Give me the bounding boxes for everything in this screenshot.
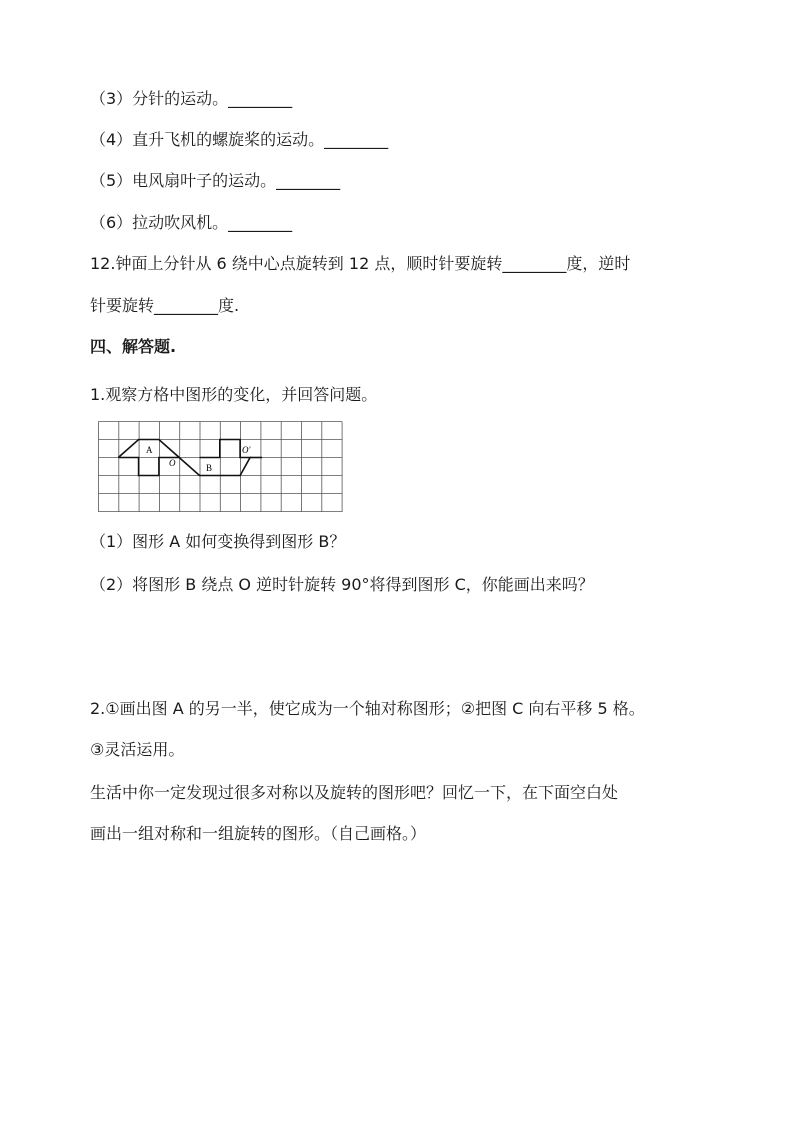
problem-2-line1: 2.①画出图 A 的另一半，使它成为一个轴对称图形；②把图 C 向右平移 5 格。: [90, 699, 645, 718]
question-11-6: （6）拉动吹风机。________: [90, 213, 293, 232]
section-heading: 四、解答题.: [90, 337, 177, 356]
label-o-prime: O′: [242, 445, 251, 455]
question-12-line2: 针要旋转________度.: [90, 296, 240, 315]
label-a: A: [146, 445, 153, 455]
problem-1-q2: （2）将图形 B 绕点 O 逆时针旋转 90°将得到图形 C，你能画出来吗？: [90, 575, 594, 594]
question-11-3: （3）分针的运动。________: [90, 89, 293, 108]
question-11-4: （4）直升飞机的螺旋桨的运动。________: [90, 130, 389, 149]
problem-2-line2: ③灵活运用。: [90, 740, 185, 759]
grid-lines: [99, 422, 343, 513]
problem-1-q1: （1）图形 A 如何变换得到图形 B？: [90, 532, 346, 551]
label-b: B: [206, 463, 213, 473]
question-11-5: （5）电风扇叶子的运动。________: [90, 171, 341, 190]
problem-2-line3: 生活中你一定发现过很多对称以及旋转的图形吧？回忆一下，在下面空白处: [90, 783, 619, 802]
problem-1-title: 1.观察方格中图形的变化，并回答问题。: [90, 385, 378, 404]
label-o: O: [169, 458, 176, 468]
problem-2-line4: 画出一组对称和一组旋转的图形。（自己画格。）: [90, 824, 427, 843]
question-12-line1: 12.钟面上分针从 6 绕中心点旋转到 12 点，顺时针要旋转________度，逆时: [90, 254, 631, 273]
grid-figure: [98, 421, 343, 514]
